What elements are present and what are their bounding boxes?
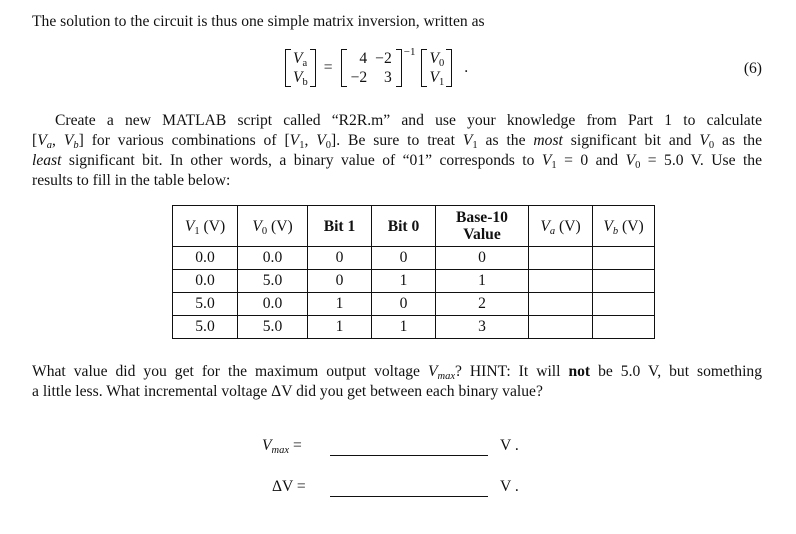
- question-line: [32, 383, 762, 401]
- table-cell: 5.0: [173, 293, 238, 316]
- table-cell: 0.0: [173, 247, 238, 270]
- column-header: [238, 206, 308, 247]
- text-segment: What value did you get for the maximum output voltage: [32, 363, 428, 380]
- table-row: [173, 270, 655, 293]
- math-variable: V: [184, 217, 195, 235]
- empty-cell[interactable]: [529, 270, 593, 293]
- text-segment: Create a new MATLAB script called “R2R.m” and use your knowledge from Part 1 to calculate: [55, 112, 762, 129]
- empty-cell[interactable]: [529, 247, 593, 270]
- delta-v-label: ΔV =: [272, 478, 306, 495]
- math-subscript: 1: [194, 225, 200, 237]
- table-cell: 5.0: [238, 270, 308, 293]
- table-cell: 5.0: [238, 316, 308, 339]
- delta-v-unit: V .: [500, 478, 519, 495]
- table-row: [173, 293, 655, 316]
- table-cell: 5.0: [173, 316, 238, 339]
- table-cell: 3: [436, 316, 529, 339]
- column-header: [173, 206, 238, 247]
- math-subscript: 0: [325, 140, 332, 151]
- table-cell: 0.0: [238, 293, 308, 316]
- emphasis-text: least: [32, 152, 62, 169]
- lhs-vector: $V_a$ $V_b$: [285, 49, 316, 87]
- table-cell: 2: [436, 293, 529, 316]
- text-segment: ? HINT: It will: [455, 363, 569, 380]
- delta-v-answer-blank[interactable]: [330, 478, 488, 497]
- table-cell: 0: [372, 247, 436, 270]
- column-header: [593, 206, 655, 247]
- header-label: Base-10 Value: [456, 209, 508, 243]
- math-variable: V: [540, 217, 550, 235]
- text-segment: ,: [51, 132, 64, 149]
- math-variable: V: [462, 132, 473, 149]
- empty-cell[interactable]: [593, 293, 655, 316]
- text-segment: significant bit and: [562, 132, 700, 149]
- table-row: [173, 316, 655, 339]
- math-variable: V: [625, 152, 636, 169]
- column-header: [529, 206, 593, 247]
- equation-number: (6): [743, 60, 762, 77]
- table-cell: 1: [308, 316, 372, 339]
- table-cell: 1: [372, 270, 436, 293]
- math-variable: V: [541, 152, 552, 169]
- math-subscript: 0: [261, 225, 268, 237]
- table-cell: 0: [372, 293, 436, 316]
- paragraph-line: [32, 152, 762, 170]
- column-header: [372, 206, 436, 247]
- text-segment: a little less. What incremental voltage ΔV did you get between each binary value?: [32, 383, 543, 400]
- coefficient-matrix: 4 −2 −2 3: [341, 49, 402, 87]
- math-subscript: b: [612, 225, 619, 237]
- math-variable: V: [427, 363, 438, 380]
- math-variable: V: [316, 132, 326, 149]
- table-cell: 0: [436, 247, 529, 270]
- emphasis-text: most: [533, 132, 563, 149]
- text-segment: (V): [618, 217, 644, 235]
- math-variable: V: [63, 132, 74, 149]
- vmax-answer-blank[interactable]: [330, 437, 488, 456]
- math-variable: V: [252, 217, 262, 235]
- math-subscript: 0: [708, 140, 715, 151]
- vmax-label: $V_{max}$ =: [262, 437, 302, 456]
- text-segment: results to fill in the table below:: [32, 172, 231, 189]
- intro-text: The solution to the circuit is thus one simple matrix inversion, written as: [32, 13, 485, 30]
- question-line: [32, 363, 762, 381]
- text-segment: as the: [714, 132, 763, 149]
- results-table: [172, 205, 655, 339]
- text-segment: ] for various combinations of [: [78, 132, 290, 149]
- text-segment: = 5.0 V. Use the: [640, 152, 763, 169]
- math-subscript: b: [73, 140, 79, 151]
- paragraph-line: [32, 112, 762, 130]
- empty-cell[interactable]: [529, 293, 593, 316]
- vmax-unit: V .: [500, 437, 519, 454]
- text-segment: be 5.0 V, but something: [590, 363, 763, 380]
- empty-cell[interactable]: [593, 316, 655, 339]
- text-segment: (V): [555, 217, 581, 235]
- math-variable: V: [37, 132, 47, 149]
- paragraph-line: [32, 172, 762, 190]
- math-subscript: a: [549, 225, 556, 237]
- inverse-exponent: −1: [403, 46, 416, 58]
- table-cell: 1: [436, 270, 529, 293]
- empty-cell[interactable]: [529, 316, 593, 339]
- column-header: [436, 206, 529, 247]
- math-variable: V: [699, 132, 709, 149]
- math-subscript: 0: [635, 160, 641, 171]
- table-cell: 1: [372, 316, 436, 339]
- text-segment: (V): [199, 217, 226, 235]
- column-header: [308, 206, 372, 247]
- math-subscript: max: [437, 371, 455, 382]
- text-segment: [: [32, 132, 38, 149]
- math-subscript: a: [46, 140, 52, 151]
- table-cell: 0: [308, 247, 372, 270]
- paragraph-line: [32, 132, 762, 150]
- table-cell: 0.0: [238, 247, 308, 270]
- bold-text: Bit 1: [323, 217, 356, 235]
- text-segment: ]. Be sure to treat: [331, 132, 463, 149]
- text-segment: (V): [267, 217, 293, 235]
- rhs-vector: $V_0$ $V_1$: [421, 49, 452, 87]
- text-segment: as the: [477, 132, 534, 149]
- bold-text: not: [568, 363, 591, 380]
- table-row: [173, 247, 655, 270]
- empty-cell[interactable]: [593, 270, 655, 293]
- table-cell: 0: [308, 270, 372, 293]
- text-segment: ,: [304, 132, 317, 149]
- math-subscript: 1: [551, 160, 557, 171]
- math-variable: V: [289, 132, 300, 149]
- text-segment: = 0 and: [556, 152, 626, 169]
- bold-text: Bit 0: [387, 217, 420, 235]
- math-subscript: 1: [472, 140, 478, 151]
- table-cell: 1: [308, 293, 372, 316]
- matrix-equation: $V_a$ $V_b$ = 4 −2 −2 3 $^{-1}$ $V_0$ $V_1$ .: [285, 46, 468, 90]
- math-subscript: 1: [299, 140, 305, 151]
- text-segment: significant bit. In other words, a binary value of “01” corresponds to: [61, 152, 542, 169]
- empty-cell[interactable]: [593, 247, 655, 270]
- table-cell: 0.0: [173, 270, 238, 293]
- math-variable: V: [603, 217, 613, 235]
